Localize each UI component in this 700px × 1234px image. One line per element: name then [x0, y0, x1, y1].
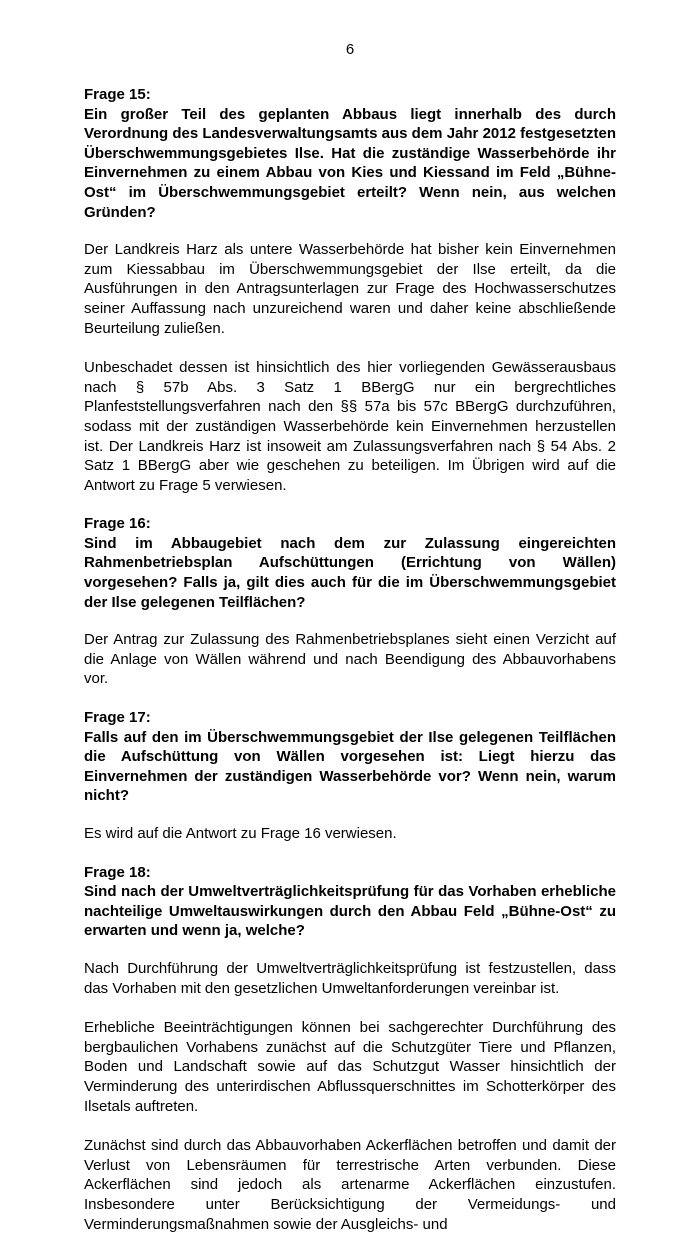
- question-18-text: Sind nach der Umweltverträglichkeitsprüfung für das Vorhaben erhebliche nachteilige Umweltauswirkungen durch den Abbau Feld „Bühne-Ost“ zu erwarten und wenn ja, welche?: [84, 883, 616, 940]
- question-15-section: [84, 85, 616, 495]
- question-17-section: [84, 708, 616, 844]
- answer-15-paragraph-1: Der Landkreis Harz als untere Wasserbehörde hat bisher kein Einvernehmen zum Kiessabbau im Überschwemmungsgebiet der Ilse erteilt, da die Ausführungen in den Antragsunterlagen zur Frage des Hochwasserschutzes seiner Auffassung nach unzureichend waren und daher keine abschließende Beurteilung zuließen.: [84, 241, 616, 337]
- question-18-label: Frage 18:: [84, 863, 151, 881]
- answer-18-paragraph-2: Erhebliche Beeinträchtigungen können bei sachgerechter Durchführung des bergbaulichen Vorhabens zunächst auf die Schutzgüter Tiere und Pflanzen, Boden und Landschaft sowie auf das Schutzgut Wasser hinsichtlich der Verminderung des unterirdischen Abflussquerschnittes im Schotterkörper des Ilsetals auftreten.: [84, 1019, 616, 1115]
- answer-18-paragraph-3: Zunächst sind durch das Abbauvorhaben Ackerflächen betroffen und damit der Verlust von Lebensräumen für terrestrische Arten verbunden. Diese Ackerflächen sind jedoch als artenarme Ackerflächen einzustufen. Insbesondere unter Berücksichtigung der Vermeidungs- und Verminderungsmaßnahmen sowie der Ausgleichs- und: [84, 1137, 616, 1233]
- question-18-section: [84, 863, 616, 1234]
- document-body: [84, 85, 616, 1234]
- question-16-text: Sind im Abbaugebiet nach dem zur Zulassung eingereichten Rahmenbetriebsplan Aufschüttungen (Errichtung von Wällen) vorgesehen? Falls ja, gilt dies auch für die im Überschwemmungsgebiet der Ilse gelegenen Teilflächen?: [84, 534, 616, 611]
- page-number: 6: [345, 41, 355, 58]
- question-16-section: [84, 514, 616, 689]
- answer-17-paragraph-1: Es wird auf die Antwort zu Frage 16 verwiesen.: [84, 825, 397, 842]
- question-15-text: Ein großer Teil des geplanten Abbaus liegt innerhalb des durch Verordnung des Landesverwaltungsamts aus dem Jahr 2012 festgesetzten Überschwemmungsgebietes Ilse. Hat die zuständige Wasserbehörde ihr Einvernehmen zu einem Abbau von Kies und Kiessand im Feld „Bühne-Ost“ im Überschwemmungsgebiet erteilt? Wenn nein, aus welchen Gründen?: [84, 105, 616, 221]
- answer-15-paragraph-2: Unbeschadet dessen ist hinsichtlich des hier vorliegenden Gewässerausbaus nach § 57b Abs. 3 Satz 1 BBergG nur ein bergrechtliches Planfeststellungsverfahren nach den §§ 57a bis 57c BBergG durchzuführen, sodass mit der zuständigen Wasserbehörde kein Einvernehmen herzustellen ist. Der Landkreis Harz ist insoweit am Zulassungsverfahren nach § 54 Abs. 2 Satz 1 BBergG aber wie geschehen zu beteiligen. Im Übrigen wird auf die Antwort zu Frage 5 verwiesen.: [84, 359, 616, 494]
- answer-16-paragraph-1: Der Antrag zur Zulassung des Rahmenbetriebsplanes sieht einen Verzicht auf die Anlage von Wällen während und nach Beendigung des Abbauvorhabens vor.: [84, 631, 616, 688]
- question-17-text: Falls auf den im Überschwemmungsgebiet der Ilse gelegenen Teilflächen die Aufschüttung von Wällen vorgesehen ist: Liegt hierzu das Einvernehmen der zuständigen Wasserbehörde vor? Wenn nein, warum nicht?: [84, 728, 616, 805]
- question-17-label: Frage 17:: [84, 709, 151, 727]
- question-16-label: Frage 16:: [84, 515, 151, 533]
- answer-18-paragraph-1: Nach Durchführung der Umweltverträglichkeitsprüfung ist festzustellen, dass das Vorhaben mit den gesetzlichen Umweltanforderungen vereinbar ist.: [84, 959, 616, 997]
- question-15-label: Frage 15:: [84, 86, 151, 103]
